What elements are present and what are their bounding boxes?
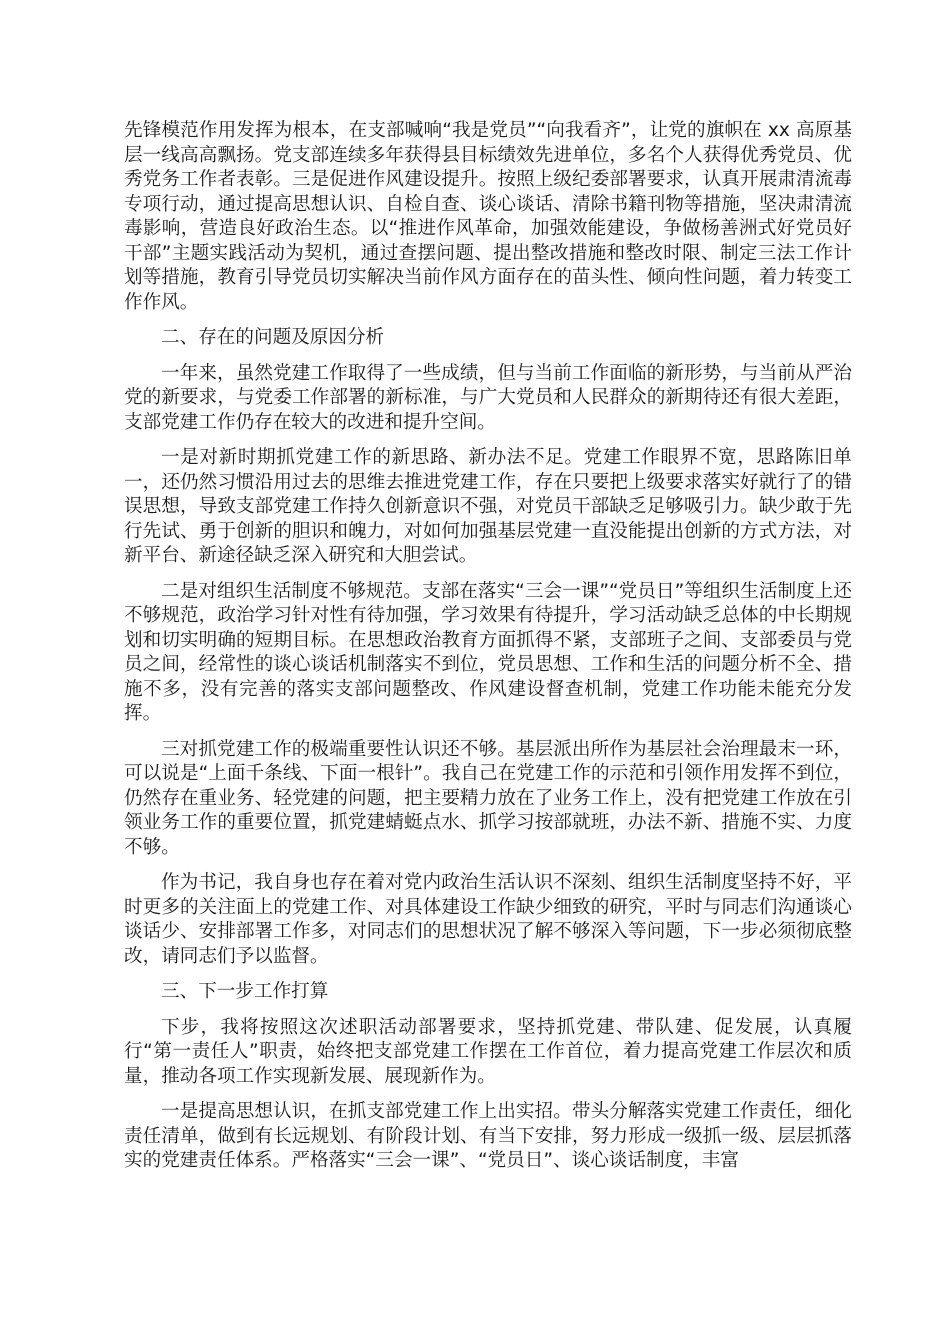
paragraph-next-steps-intro: 下步，我将按照这次述职活动部署要求，坚持抓党建、带队建、促发展，认真履行“第一责任人”职责，始终把支部党建工作摆在工作首位，着力提高党建工作层次和质量，推动各项工作实现新发展、展现新作为。 [124,1016,852,1087]
paragraph-overview: 一年来，虽然党建工作取得了一些成绩，但与当前工作面临的新形势，与当前从严治党的新要求，与党委工作部署的新标准，与广大党员和人民群众的新期待还有很大差距，支部党建工作仍存在较大的改进和提升空间。 [124,362,852,433]
paragraph-self-review: 作为书记，我自身也存在着对党内政治生活认识不深刻、组织生活制度坚持不好，平时更多的关注面上的党建工作、对具体建设工作缺少细致的研究，平时与同志们沟通谈心谈话少、安排部署工作多，对同志们的思想状况了解不够深入等问题，下一步必须彻底整改，请同志们予以监督。 [124,872,852,967]
section-heading-problems: 二、存在的问题及原因分析 [161,327,385,348]
paragraph-next-step-1: 一是提高思想认识，在抓支部党建工作上出实招。带头分解落实党建工作责任，细化责任清单，做到有长远规划、有阶段计划、有当下安排，努力形成一级抓一级、层层抓落实的党建责任体系。严格落实“三会一课”、“党员日”、谈心谈话制度，丰富 [124,1101,852,1171]
paragraph-continuation: 先锋模范作用发挥为根本，在支部喊响“我是党员”“向我看齐”，让党的旗帜在 xx 高原基层一线高高飘扬。党支部连续多年获得县目标绩效先进单位，多名个人获得优秀党员、优秀党务工作者表彰。三是促进作风建设提升。按照上级纪委部署要求，认真开展肃清流毒专项行动，通过提高思想认识、自检自查、谈心谈话、清除书籍刊物等措施，坚决肃清流毒影响，营造良好政治生态。以“推进作风革命，加强效能建设，争做杨善洲式好党员好干部”主题实践活动为契机，通过查摆问题、提出整改措施和整改时限、制定三法工作计划等措施，教育引导党员切实解决当前作风方面存在的苗头性、倾向性问题，着力转变工作作风。 [124,120,852,313]
paragraph-problem-3: 三对抓党建工作的极端重要性认识还不够。基层派出所作为基层社会治理最末一环，可以说是“上面千条线、下面一根针”。我自己在党建工作的示范和引领作用发挥不到位，仍然存在重业务、轻党建的问题，把主要精力放在了业务工作上，没有把党建工作放在引领业务工作的重要位置，抓党建蜻蜓点水、抓学习按部就班，办法不新、措施不实、力度不够。 [124,738,852,858]
paragraph-problem-1: 一是对新时期抓党建工作的新思路、新办法不足。党建工作眼界不宽，思路陈旧单一，还仍然习惯沿用过去的思维去推进党建工作，存在只要把上级要求落实好就行了的错误思想，导致支部党建工作持久创新意识不强，对党员干部缺乏足够吸引力。缺少敢于先行先试、勇于创新的胆识和魄力，对如何加强基层党建一直没能提出创新的方式方法，对新平台、新途径缺乏深入研究和大胆尝试。 [124,447,852,566]
document-body [124,119,852,1185]
section-heading-next-steps: 三、下一步工作打算 [161,981,329,1002]
paragraph-problem-2: 二是对组织生活制度不够规范。支部在落实“三会一课”“党员日”等组织生活制度上还不够规范，政治学习针对性有待加强，学习效果有待提升，学习活动缺乏总体的中长期规划和切实明确的短期目标。在思想政治教育方面抓得不紧，支部班子之间、支部委员与党员之间，经常性的谈心谈话机制落实不到位，党员思想、工作和生活的问题分析不全、措施不多，没有完善的落实支部问题整改、作风建设督查机制，党建工作功能未能充分发挥。 [124,580,852,724]
